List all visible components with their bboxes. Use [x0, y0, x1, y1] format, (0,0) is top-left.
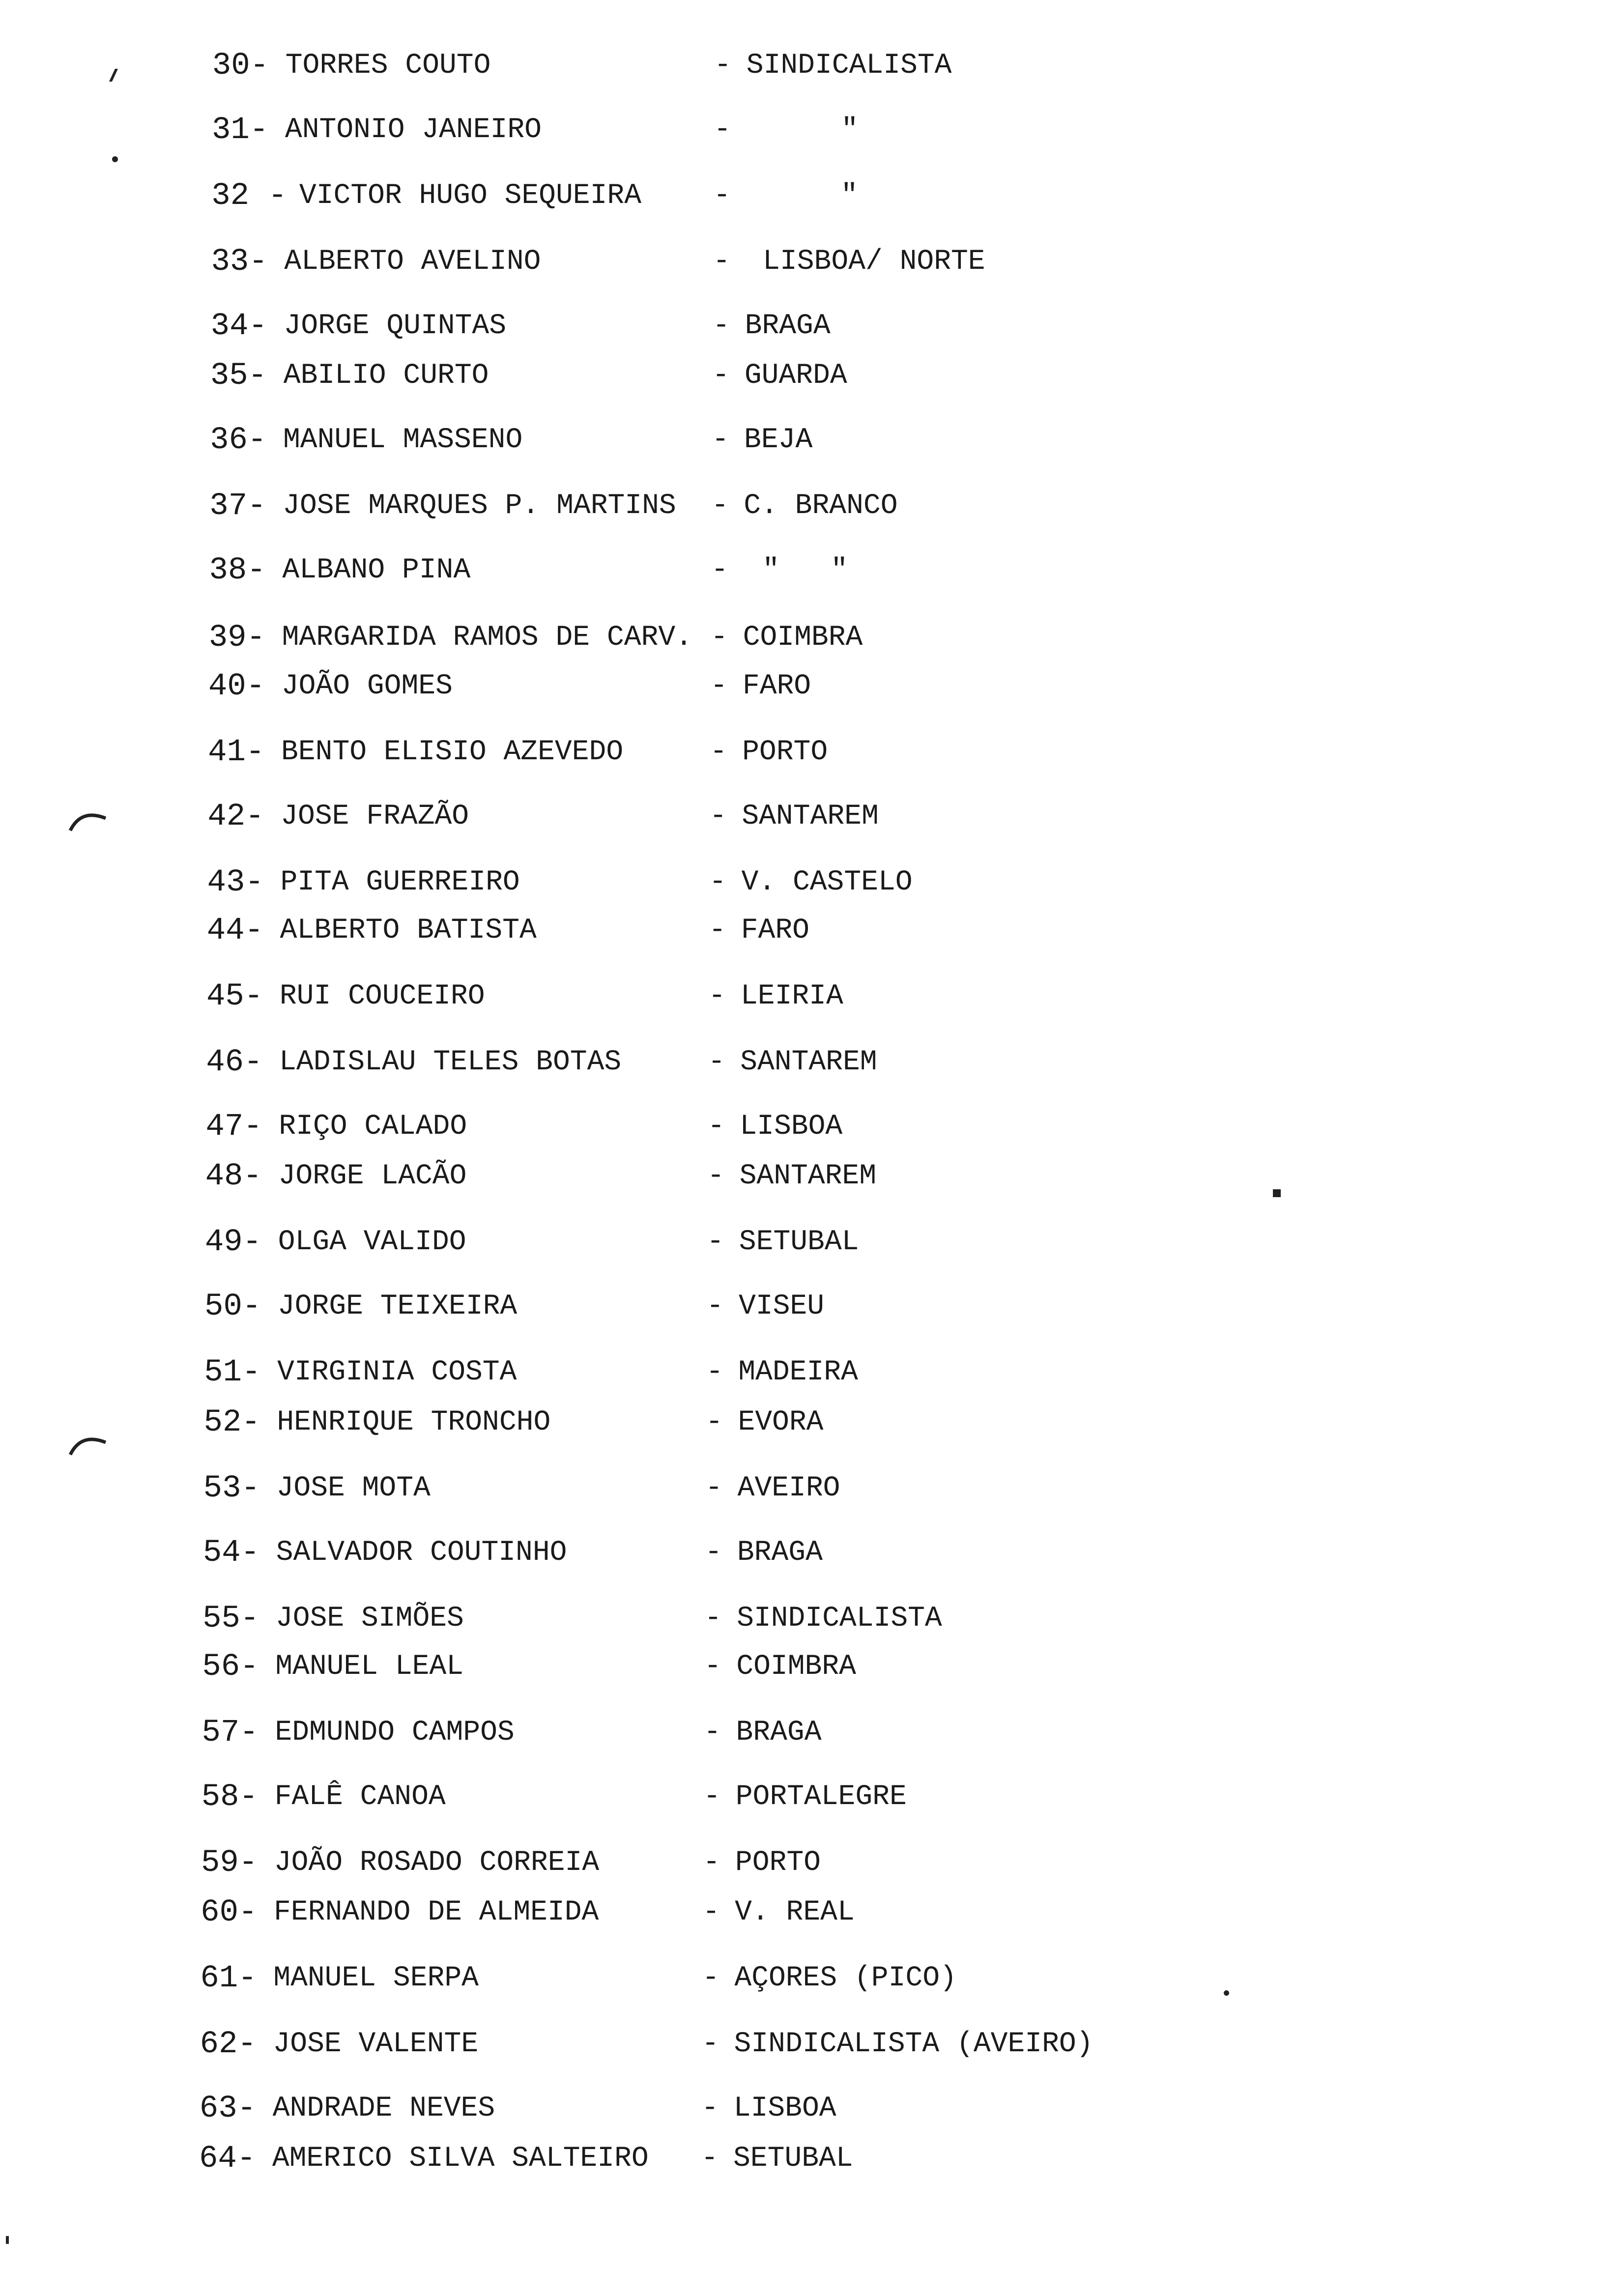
entry-name: JOÃO GOMES: [281, 670, 453, 702]
entry-destination: SANTAREM: [739, 1160, 877, 1193]
separator-dash: -: [712, 360, 730, 392]
entry-name: VICTOR HUGO SEQUEIRA: [299, 180, 642, 212]
entry-number: 59-: [201, 1845, 258, 1881]
entry-number: 35-: [210, 358, 267, 394]
entry-number: 48-: [205, 1159, 262, 1195]
entry-destination: SINDICALISTA: [746, 49, 952, 82]
separator-dash: -: [705, 1472, 722, 1504]
entry-name: RUI COUCEIRO: [279, 980, 485, 1012]
entry-destination: PORTO: [735, 1846, 821, 1879]
entry-number: 34-: [210, 309, 267, 344]
entry-number: 33-: [211, 244, 268, 280]
separator-dash: -: [710, 670, 728, 702]
entry-number: 46-: [206, 1045, 263, 1080]
separator-dash: -: [711, 490, 729, 522]
entry-name: JOSE FRAZÃO: [281, 800, 469, 832]
separator-dash: -: [709, 800, 727, 832]
separator-dash: -: [702, 2028, 719, 2061]
separator-dash: -: [707, 1160, 724, 1193]
entry-name: AMERICO SILVA SALTEIRO: [272, 2142, 649, 2175]
separator-dash: -: [711, 554, 728, 587]
punch-hole-mark-bottom: [66, 1430, 111, 1460]
entry-name: ALBERTO BATISTA: [280, 914, 537, 947]
entry-name: JOSE VALENTE: [273, 2028, 479, 2061]
entry-name: ABILIO CURTO: [283, 360, 489, 392]
separator-dash: -: [702, 1896, 720, 1929]
separator-dash: -: [708, 1046, 725, 1078]
entry-name: JORGE LACÃO: [278, 1160, 467, 1193]
entry-name: ALBANO PINA: [282, 554, 471, 587]
entry-destination: " ": [762, 554, 848, 587]
entry-number: 58-: [201, 1779, 258, 1815]
entry-destination: PORTALEGRE: [735, 1780, 907, 1813]
entry-destination: SETUBAL: [739, 1226, 859, 1259]
entry-destination: SANTAREM: [742, 800, 879, 832]
entry-name: LADISLAU TELES BOTAS: [279, 1046, 622, 1078]
separator-dash: -: [706, 1356, 723, 1389]
entry-destination: MADEIRA: [738, 1356, 858, 1389]
entry-destination: PORTO: [742, 736, 828, 768]
entry-number: 31-: [212, 113, 269, 148]
separator-dash: -: [711, 622, 728, 654]
entry-name: MARGARIDA RAMOS DE CARV.: [282, 622, 692, 654]
entry-name: HENRIQUE TRONCHO: [277, 1406, 551, 1438]
entry-number: 51-: [204, 1355, 261, 1391]
entry-number: 55-: [202, 1601, 259, 1636]
separator-dash: -: [709, 914, 726, 947]
entry-number: 52-: [203, 1405, 260, 1440]
separator-dash: -: [709, 866, 726, 898]
entry-destination: SINDICALISTA: [737, 1602, 942, 1635]
entry-number: 56-: [202, 1649, 259, 1685]
entry-number: 60-: [201, 1895, 258, 1931]
entry-number: 42-: [207, 799, 264, 834]
entry-number: 54-: [202, 1535, 260, 1571]
entry-number: 39-: [208, 620, 265, 656]
separator-dash: -: [707, 1111, 725, 1143]
entry-name: JORGE QUINTAS: [284, 310, 507, 343]
entry-name: OLGA VALIDO: [278, 1226, 466, 1259]
separator-dash: -: [701, 2142, 719, 2175]
scan-speck: [6, 2236, 9, 2244]
separator-dash: -: [703, 1846, 720, 1879]
entry-number: 45-: [206, 978, 263, 1014]
entry-destination: AÇORES (PICO): [734, 1962, 957, 1995]
scan-speck: [109, 69, 125, 82]
entry-name: JOÃO ROSADO CORREIA: [274, 1846, 600, 1879]
separator-dash: -: [705, 1406, 723, 1438]
entry-name: VIRGINIA COSTA: [277, 1356, 517, 1389]
entry-name: RIÇO CALADO: [279, 1111, 467, 1143]
entry-name: BENTO ELISIO AZEVEDO: [281, 736, 624, 768]
scan-speck: [1224, 1990, 1229, 1996]
entry-destination: V. REAL: [735, 1896, 855, 1929]
separator-dash: -: [713, 310, 730, 343]
separator-dash: -: [704, 1602, 722, 1635]
entry-destination: LISBOA: [733, 2093, 836, 2125]
scan-speck: [1273, 1189, 1281, 1197]
separator-dash: -: [705, 1536, 722, 1569]
entry-destination: FARO: [742, 670, 811, 702]
entry-number: 32 -: [211, 178, 287, 214]
entry-destination: LEIRIA: [740, 980, 843, 1012]
entry-name: ANDRADE NEVES: [272, 2093, 495, 2125]
entry-number: 63-: [199, 2091, 256, 2127]
entry-number: 30-: [212, 48, 269, 84]
entry-destination: SINDICALISTA (AVEIRO): [734, 2028, 1094, 2061]
entry-name: FERNANDO DE ALMEIDA: [274, 1896, 599, 1929]
separator-dash: -: [703, 1780, 720, 1813]
entry-name: MANUEL MASSENO: [283, 424, 523, 457]
separator-dash: -: [706, 1291, 724, 1323]
entry-number: 53-: [203, 1470, 260, 1506]
entry-destination: ": [840, 180, 858, 212]
entry-destination: AVEIRO: [737, 1472, 840, 1504]
separator-dash: -: [714, 114, 731, 146]
separator-dash: -: [713, 180, 731, 212]
entry-name: SALVADOR COUTINHO: [276, 1536, 567, 1569]
separator-dash: -: [710, 736, 727, 768]
entry-destination: BRAGA: [737, 1536, 823, 1569]
entry-number: 38-: [209, 553, 266, 589]
separator-dash: -: [703, 1716, 721, 1749]
entry-number: 57-: [202, 1715, 259, 1751]
entry-number: 40-: [208, 668, 265, 704]
separator-dash: -: [701, 2093, 719, 2125]
separator-dash: -: [702, 1962, 720, 1995]
separator-dash: -: [714, 49, 732, 82]
entry-number: 50-: [204, 1289, 261, 1325]
separator-dash: -: [708, 980, 726, 1012]
entry-name: JOSE SIMÕES: [276, 1602, 464, 1635]
entry-name: JORGE TEIXEIRA: [277, 1291, 518, 1323]
entry-name: PITA GUERREIRO: [280, 866, 520, 898]
entry-name: ANTONIO JANEIRO: [285, 114, 542, 146]
entry-number: 62-: [200, 2027, 257, 2063]
entry-name: FALÊ CANOA: [274, 1780, 446, 1813]
entry-name: JOSE MARQUES P. MARTINS: [283, 490, 676, 522]
entry-destination: C. BRANCO: [744, 490, 898, 522]
entry-destination: V. CASTELO: [741, 866, 913, 898]
entry-number: 36-: [210, 423, 267, 459]
entry-destination: FARO: [741, 914, 809, 947]
entry-number: 61-: [200, 1961, 257, 1997]
entry-destination: SANTAREM: [740, 1046, 877, 1078]
entry-number: 43-: [207, 864, 264, 900]
entry-name: ALBERTO AVELINO: [284, 246, 541, 278]
separator-dash: -: [704, 1650, 721, 1683]
separator-dash: -: [713, 246, 730, 278]
entry-number: 41-: [208, 734, 265, 770]
scan-speck: [112, 156, 118, 162]
entry-destination: ": [841, 114, 859, 146]
entry-name: MANUEL LEAL: [275, 1650, 464, 1683]
entry-destination: VISEU: [739, 1291, 825, 1323]
entry-destination: LISBOA: [740, 1111, 843, 1143]
entry-name: MANUEL SERPA: [273, 1962, 479, 1995]
entry-destination: SETUBAL: [733, 2142, 853, 2175]
entry-name: TORRES COUTO: [285, 49, 491, 82]
separator-dash: -: [712, 424, 729, 457]
entry-destination: COIMBRA: [736, 1650, 856, 1683]
entry-number: 64-: [199, 2141, 256, 2177]
entry-name: JOSE MOTA: [276, 1472, 431, 1504]
entry-destination: LISBOA/ NORTE: [763, 246, 985, 278]
entry-number: 49-: [204, 1225, 262, 1261]
entry-number: 37-: [209, 488, 266, 524]
entry-name: EDMUNDO CAMPOS: [275, 1716, 515, 1749]
entry-destination: BRAGA: [745, 310, 831, 343]
entry-destination: EVORA: [738, 1406, 824, 1438]
entry-destination: BEJA: [744, 424, 813, 457]
entry-number: 47-: [205, 1109, 262, 1145]
separator-dash: -: [707, 1226, 724, 1259]
entry-destination: BRAGA: [736, 1716, 822, 1749]
entry-destination: COIMBRA: [743, 622, 863, 654]
entry-destination: GUARDA: [744, 360, 847, 392]
punch-hole-mark-top: [66, 806, 111, 835]
entry-number: 44-: [206, 913, 263, 948]
